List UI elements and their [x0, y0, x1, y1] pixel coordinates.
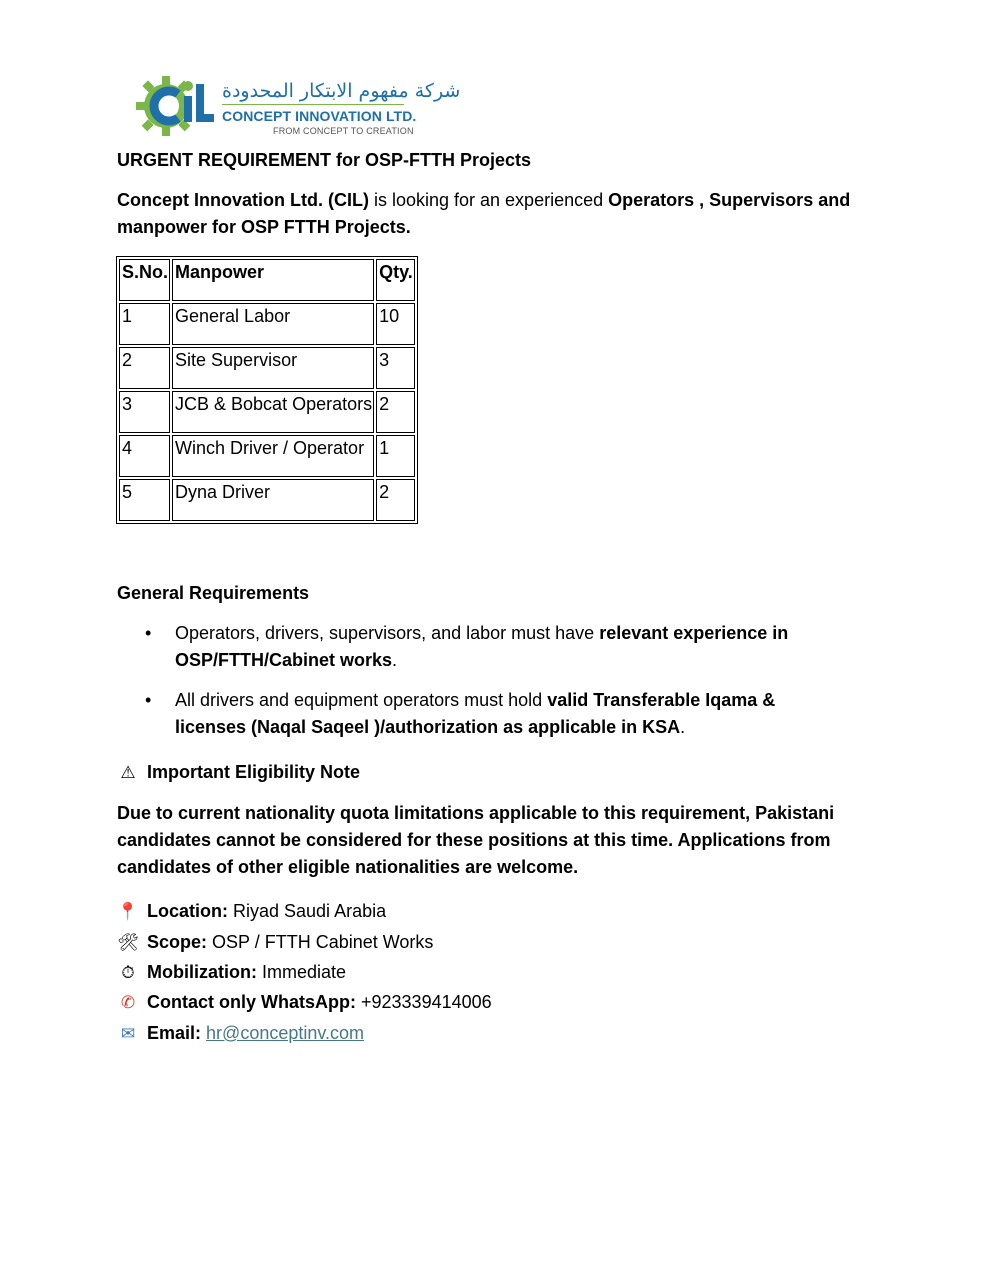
- cell-manpower: General Labor: [172, 303, 374, 345]
- mobilization-line: ⏱ Mobilization: Immediate: [117, 960, 346, 985]
- cell-qty: 10: [376, 303, 415, 345]
- cell-manpower: JCB & Bobcat Operators: [172, 391, 374, 433]
- cell-sno: 2: [119, 347, 170, 389]
- header-manpower: Manpower: [172, 259, 374, 301]
- location-line: 📍 Location: Riyad Saudi Arabia: [117, 899, 386, 924]
- cell-sno: 1: [119, 303, 170, 345]
- logo-arabic-name: شركة مفهوم الابتكار المحدودة: [222, 80, 461, 102]
- scope-line: 🛠 Scope: OSP / FTTH Cabinet Works: [117, 930, 433, 955]
- tools-icon: 🛠: [117, 933, 139, 952]
- cell-qty: 2: [376, 479, 415, 521]
- cell-manpower: Winch Driver / Operator: [172, 435, 374, 477]
- table-header-row: [119, 259, 415, 301]
- cell-qty: 1: [376, 435, 415, 477]
- requirements-list: [117, 620, 837, 754]
- warning-icon: ⚠: [120, 763, 136, 782]
- email-line: ✉ Email: hr@conceptinv.com: [117, 1021, 364, 1046]
- eligibility-note-title: ⚠ Important Eligibility Note: [117, 759, 360, 786]
- pin-icon: 📍: [117, 902, 139, 921]
- cil-logo-mark-icon: [134, 72, 222, 138]
- page-title: URGENT REQUIREMENT for OSP-FTTH Projects: [117, 150, 532, 170]
- cell-sno: 5: [119, 479, 170, 521]
- contact-line: ✆ Contact only WhatsApp: +923339414006: [117, 990, 492, 1015]
- eligibility-note-body: Due to current nationality quota limitations applicable to this requirement, Pakistani candidates cannot be considered for these positions at this time. Applications from candidates of other eligible nationalities are welcome.: [117, 803, 835, 877]
- table-row: [119, 303, 415, 345]
- intro-paragraph: Concept Innovation Ltd. (CIL) is looking for an experienced Operators , Supervisors and manpower for OSP FTTH Projects.: [117, 190, 851, 237]
- company-name: Concept Innovation Ltd. (CIL): [117, 190, 369, 210]
- logo-tagline: FROM CONCEPT TO CREATION: [273, 126, 414, 136]
- cell-qty: 3: [376, 347, 415, 389]
- cell-sno: 4: [119, 435, 170, 477]
- logo-divider: [222, 104, 404, 105]
- header-qty: Qty.: [376, 259, 415, 301]
- phone-icon: ✆: [120, 993, 136, 1012]
- table-row: [119, 479, 415, 521]
- table-row: [119, 391, 415, 433]
- general-requirements-title: General Requirements: [117, 583, 310, 603]
- cell-sno: 3: [119, 391, 170, 433]
- email-link[interactable]: hr@conceptinv.com: [206, 1023, 365, 1043]
- header-sno: S.No.: [119, 259, 170, 301]
- table-row: [119, 435, 415, 477]
- stopwatch-icon: ⏱: [121, 963, 135, 982]
- email-icon: ✉: [120, 1024, 136, 1043]
- list-item: • All drivers and equipment operators must hold valid Transferable Iqama & licenses (Naqal Saqeel )/authorization as applicable in KSA.: [117, 687, 837, 741]
- table-row: [119, 347, 415, 389]
- logo-english-name: CONCEPT INNOVATION LTD.: [222, 108, 417, 124]
- cell-qty: 2: [376, 391, 415, 433]
- list-item: • Operators, drivers, supervisors, and labor must have relevant experience in OSP/FTTH/Cabinet works.: [117, 620, 837, 674]
- roles-text: Operators , Supervisors and manpower for OSP FTTH Projects.: [117, 190, 851, 237]
- cell-manpower: Dyna Driver: [172, 479, 374, 521]
- cell-manpower: Site Supervisor: [172, 347, 374, 389]
- manpower-table: [116, 256, 418, 524]
